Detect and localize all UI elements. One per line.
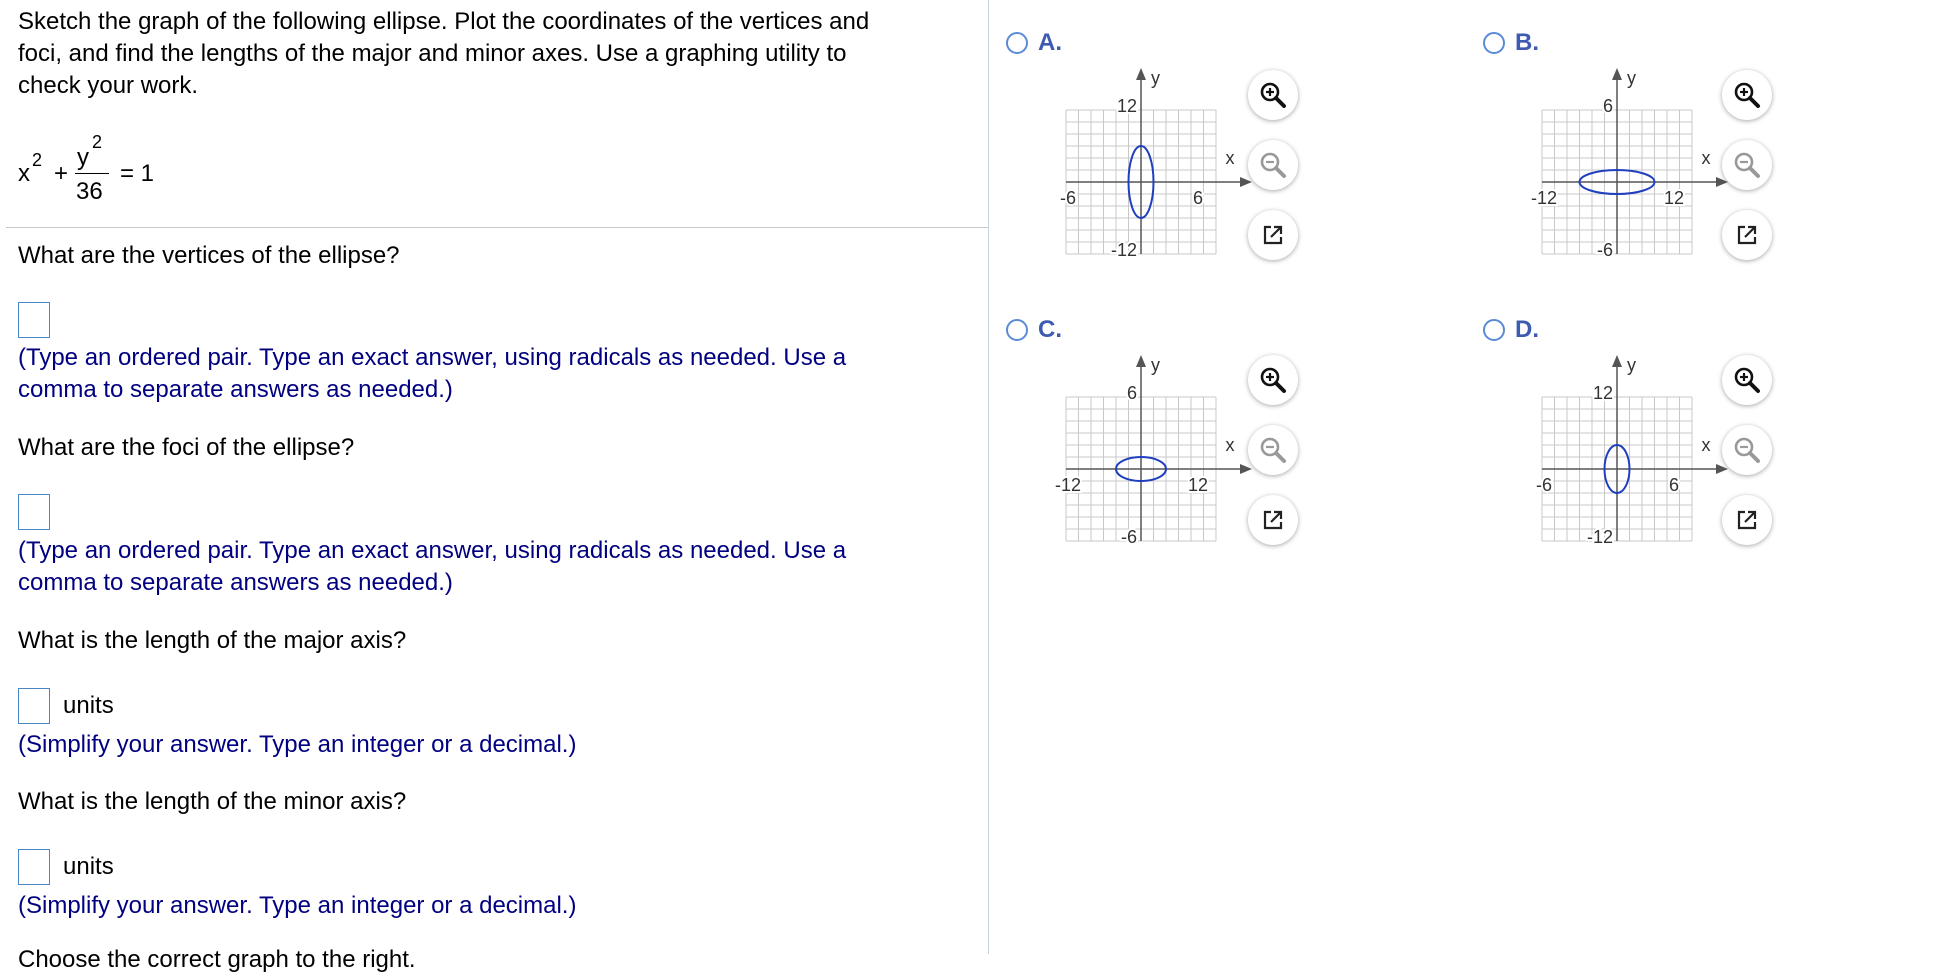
x-axis-label: x [1225, 435, 1235, 455]
option-c-label[interactable]: C. [1038, 316, 1062, 343]
x-min-tick-label: -12 [1530, 188, 1558, 208]
y-min-tick-label: -6 [1596, 240, 1613, 260]
zoom-out-icon [1732, 435, 1762, 465]
y-max-tick-label: 12 [1116, 96, 1137, 116]
zoom-out-icon [1258, 150, 1288, 180]
x-axis-arrow [1240, 464, 1252, 474]
y-min-tick-label: -6 [1120, 527, 1137, 547]
equation-denominator: 36 [76, 178, 103, 205]
option-a-graph [1050, 68, 1250, 258]
major-axis-answer-input[interactable] [18, 688, 50, 724]
minor-axis-unit: units [63, 853, 114, 880]
x-max-tick-label: 6 [1668, 475, 1680, 495]
option-b-graph [1526, 68, 1726, 258]
foci-answer-input[interactable] [18, 494, 50, 530]
x-max-tick-label: 12 [1187, 475, 1209, 495]
major-axis-hint: (Simplify your answer. Type an integer or a decimal.) [18, 731, 577, 758]
major-axis-question: What is the length of the major axis? [18, 627, 407, 654]
y-axis-label: y [1151, 68, 1160, 88]
option-b-zoom-out-button[interactable] [1722, 140, 1772, 190]
popout-icon [1732, 220, 1762, 250]
option-d-popout-button[interactable] [1722, 495, 1772, 545]
foci-hint-line-1: (Type an ordered pair. Type an exact answer, using radicals as needed. Use a [18, 537, 847, 564]
option-c-zoom-out-button[interactable] [1248, 425, 1298, 475]
instructions-line-2: foci, and find the lengths of the major and minor axes. Use a graphing utility to [18, 40, 847, 67]
vertices-hint-line-1: (Type an ordered pair. Type an exact answer, using radicals as needed. Use a [18, 344, 847, 371]
popout-icon [1258, 220, 1288, 250]
y-axis-label: y [1151, 355, 1160, 375]
minor-axis-hint: (Simplify your answer. Type an integer or a decimal.) [18, 892, 577, 919]
minor-axis-question: What is the length of the minor axis? [18, 788, 407, 815]
y-axis-arrow [1612, 68, 1622, 80]
popout-icon [1732, 505, 1762, 535]
y-axis-arrow [1136, 68, 1146, 80]
popout-icon [1258, 505, 1288, 535]
option-c-popout-button[interactable] [1248, 495, 1298, 545]
x-max-tick-label: 12 [1663, 188, 1685, 208]
equation-equals-one: = 1 [120, 160, 155, 187]
y-axis-label: y [1627, 68, 1636, 88]
equation-y: y [77, 144, 89, 171]
option-c-zoom-in-button[interactable] [1248, 355, 1298, 405]
option-b-popout-button[interactable] [1722, 210, 1772, 260]
x-max-tick-label: 6 [1192, 188, 1204, 208]
foci-hint-line-2: comma to separate answers as needed.) [18, 569, 453, 596]
x-min-tick-label: -6 [1535, 475, 1553, 495]
option-c-graph [1050, 355, 1250, 545]
option-d-graph [1526, 355, 1726, 545]
option-d-label[interactable]: D. [1515, 316, 1539, 343]
zoom-out-icon [1258, 435, 1288, 465]
zoom-in-icon [1258, 365, 1288, 395]
major-axis-unit: units [63, 692, 114, 719]
option-d-zoom-in-button[interactable] [1722, 355, 1772, 405]
option-a-radio[interactable] [1006, 32, 1028, 54]
x-axis-arrow [1240, 177, 1252, 187]
y-min-tick-label: -12 [1586, 527, 1613, 547]
foci-question: What are the foci of the ellipse? [18, 434, 355, 461]
equation-plus: + [54, 160, 69, 187]
option-d-zoom-out-button[interactable] [1722, 425, 1772, 475]
x-min-tick-label: -6 [1059, 188, 1077, 208]
equation-y-exponent: 2 [92, 132, 103, 152]
choose-graph-instruction: Choose the correct graph to the right. [18, 946, 416, 973]
x-axis-label: x [1701, 435, 1711, 455]
zoom-in-icon [1732, 80, 1762, 110]
y-min-tick-label: -12 [1110, 240, 1137, 260]
y-max-tick-label: 6 [1602, 96, 1613, 116]
minor-axis-answer-input[interactable] [18, 849, 50, 885]
x-axis-label: x [1225, 148, 1235, 168]
instructions-line-1: Sketch the graph of the following ellipse. Plot the coordinates of the vertices and [18, 8, 870, 35]
equation-x-exponent: 2 [32, 150, 43, 170]
y-max-tick-label: 12 [1592, 383, 1613, 403]
y-axis-label: y [1627, 355, 1636, 375]
x-axis-label: x [1701, 148, 1711, 168]
x-min-tick-label: -12 [1054, 475, 1082, 495]
option-a-label[interactable]: A. [1038, 29, 1062, 56]
instructions-line-3: check your work. [18, 72, 199, 99]
vertices-hint-line-2: comma to separate answers as needed.) [18, 376, 453, 403]
y-max-tick-label: 6 [1126, 383, 1137, 403]
option-a-popout-button[interactable] [1248, 210, 1298, 260]
x-axis-arrow [1716, 464, 1728, 474]
y-axis-arrow [1136, 355, 1146, 367]
option-d-radio[interactable] [1483, 319, 1505, 341]
option-b-radio[interactable] [1483, 32, 1505, 54]
section-divider [6, 227, 988, 228]
vertices-answer-input[interactable] [18, 302, 50, 338]
option-c-radio[interactable] [1006, 319, 1028, 341]
equation-x: x [18, 160, 30, 187]
option-a-zoom-in-button[interactable] [1248, 70, 1298, 120]
zoom-in-icon [1732, 365, 1762, 395]
panel-divider [988, 0, 989, 954]
zoom-out-icon [1732, 150, 1762, 180]
option-b-zoom-in-button[interactable] [1722, 70, 1772, 120]
option-b-label[interactable]: B. [1515, 29, 1539, 56]
ellipse-equation [18, 128, 178, 208]
fraction-bar [75, 173, 109, 174]
y-axis-arrow [1612, 355, 1622, 367]
zoom-in-icon [1258, 80, 1288, 110]
option-a-zoom-out-button[interactable] [1248, 140, 1298, 190]
vertices-question: What are the vertices of the ellipse? [18, 242, 400, 269]
